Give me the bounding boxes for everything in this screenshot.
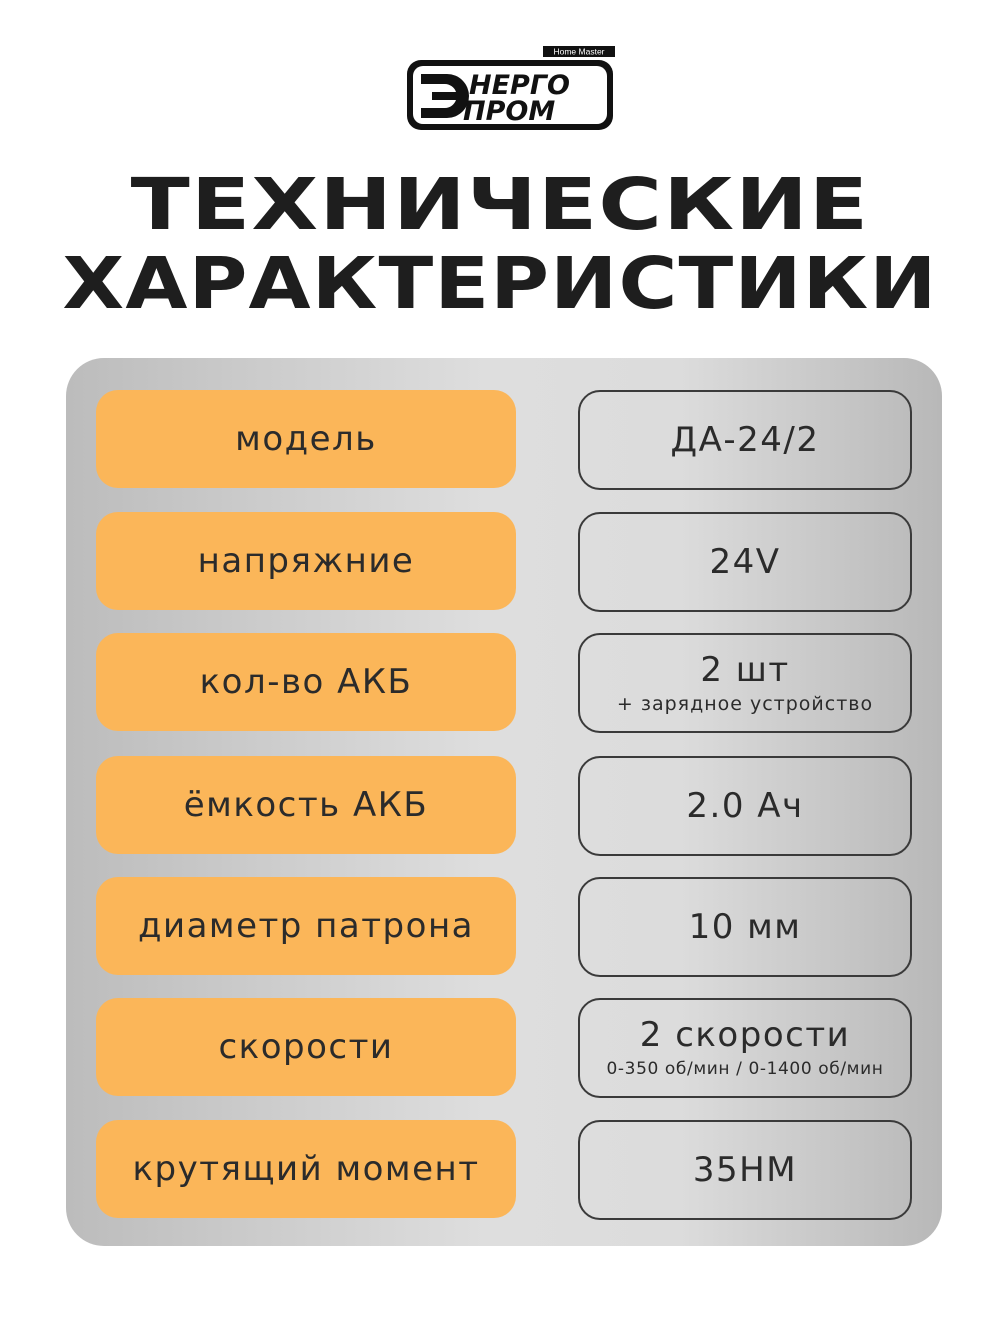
spec-value: 10 мм [688,907,802,947]
spec-row-model [66,390,942,490]
spec-label: диаметр патрона [96,877,516,975]
spec-row-battery-capacity [66,756,942,856]
title-line-2: ХАРАКТЕРИСТИКИ [62,242,938,325]
spec-value-box [578,512,912,612]
spec-note: 0-350 об/мин / 0-1400 об/мин [606,1059,884,1079]
spec-note: + зарядное устройство [616,693,874,715]
spec-label: крутящий момент [96,1120,516,1218]
spec-value-box [578,390,912,490]
title-line-1: ТЕХНИЧЕСКИЕ [130,163,870,246]
spec-value: 2 скорости [639,1015,851,1055]
spec-value: 2.0 Ач [686,786,804,826]
brand-logo [403,44,617,134]
spec-label: ёмкость АКБ [96,756,516,854]
spec-row-voltage [66,512,942,612]
spec-value-box [578,877,912,977]
spec-label: модель [96,390,516,488]
spec-value-box [578,998,912,1098]
spec-row-battery-count [66,633,942,733]
spec-label: скорости [96,998,516,1096]
spec-row-chuck-diameter [66,877,942,977]
spec-row-speeds [66,998,942,1098]
spec-value: 2 шт [700,650,790,690]
spec-value: ДА-24/2 [670,420,820,460]
page-title [0,165,1000,323]
spec-label: напряжние [96,512,516,610]
logo-line2: ПРОМ [463,96,556,127]
spec-label: кол-во АКБ [96,633,516,731]
spec-value: 35НМ [692,1150,798,1190]
logo-tagline: Home Master [553,46,605,57]
specs-panel [66,358,942,1246]
spec-value: 24V [709,542,781,582]
spec-value-box [578,756,912,856]
logo-line1: НЕРГО [469,70,570,101]
spec-value-box [578,633,912,733]
spec-row-torque [66,1120,942,1220]
spec-value-box [578,1120,912,1220]
